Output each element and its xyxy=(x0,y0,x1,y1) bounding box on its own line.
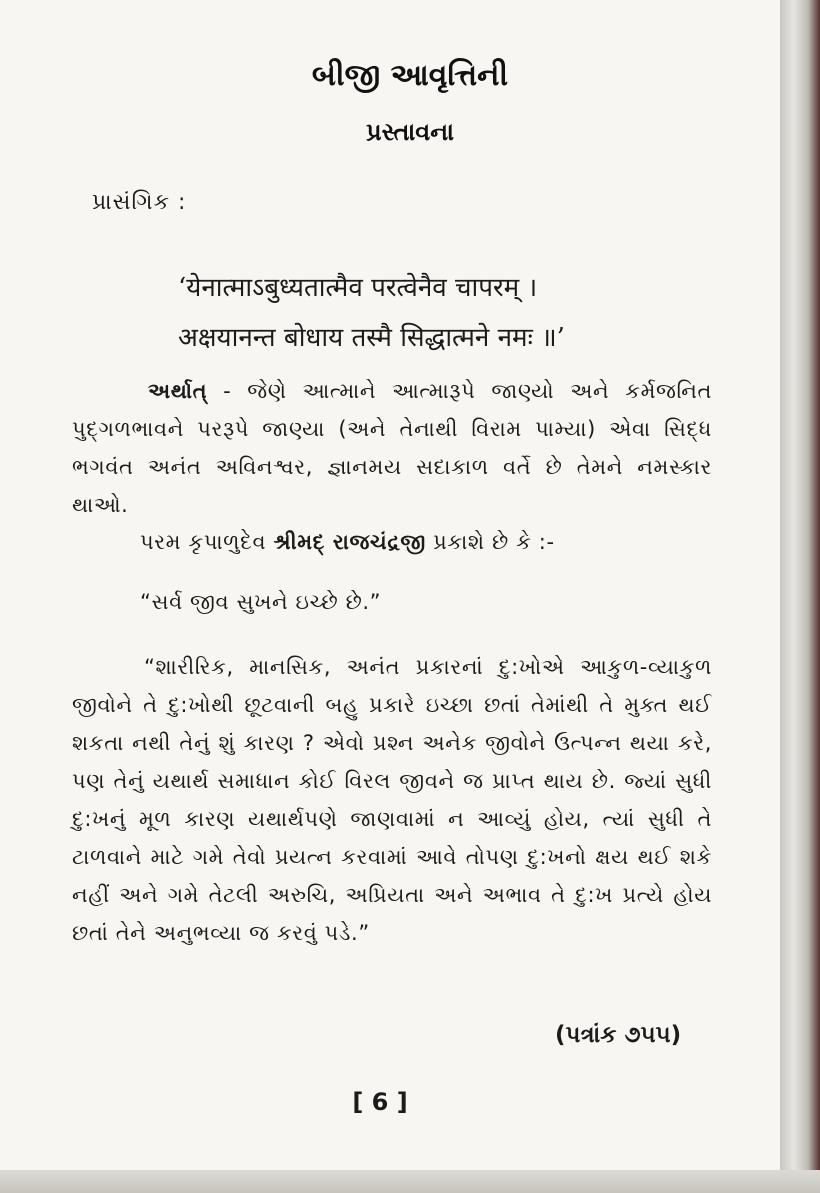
letter-reference: (પત્રાંક ૭૫૫) xyxy=(555,1022,682,1048)
quote-paragraph: “શારીરિક, માનસિક, અનંત પ્રકારનાં દુ:ખોએ આકુળ-વ્યાકુળ જીવોને તે દુ:ખોથી છૂટવાની બહુ પ્રકારે ઇચ્છા છતાં તેમાંથી તે મુક્ત થઈ શકતા નથી તેનું શું કારણ ? એવો પ્રશ્ન અનેક જીવોને ઉત્પન્ન થયા કરે, પણ તેનું યથાર્થ સમાધાન કોઈ વિરલ જીવને જ પ્રાપ્ત થાય છે. જ્યાં સુધી દુ:ખનું મૂળ કારણ યથાર્થપણે જાણવામાં ન આવ્યું હોય, ત્યાં સુધી તે ટાળવાને માટે ગમે તેવો પ્રયત્ન કરવામાં આવે તોપણ દુ:ખનો ક્ષય થઈ શકે નહીં અને ગમે તેટલી અરુચિ, અપ્રિયતા અને અભાવ તે દુ:ખ પ્રત્યે હોય છતાં તેને અનુભવ્યા જ કરવું પડે.” xyxy=(72,655,712,945)
page-number: [ 6 ] xyxy=(352,1088,408,1116)
page-title: બીજી આવૃત્તિની xyxy=(311,58,509,93)
book-spine-edge xyxy=(780,0,820,1193)
page-bottom-edge xyxy=(0,1170,820,1193)
meaning-paragraph xyxy=(72,372,712,524)
meaning-text: - જેણે આત્માને આત્મારૂપે જાણ્યો અને કર્મજનિત પુદ્ગળભાવને પરરૂપે જાણ્યા (અને તેનાથી વિરામ પામ્યા) એવા સિદ્ધ ભગવંત અનંત અવિનશ્વર, જ્ઞાનમય સદાકાળ વર્તે છે તેમને નમસ્કાર થાઓ. xyxy=(72,379,712,517)
meaning-lead: અર્થાત્ xyxy=(148,379,208,403)
quote-intro-prefix: પરમ કૃપાળુદેવ xyxy=(140,530,274,554)
quote-intro-suffix: પ્રકાશે છે કે :- xyxy=(425,530,555,554)
author-name: શ્રીમદ્ રાજચંદ્રજી xyxy=(273,530,426,554)
page-subtitle: પ્રસ્તાવના xyxy=(366,118,454,146)
verse-line-2: अक्षयानन्त बोधाय तस्मै सिद्धात्मने नमः ॥’ xyxy=(178,323,565,353)
verse-line-1: ‘येनात्माऽबुध्यतात्मैव परत्वेनैव चापरम् । xyxy=(178,273,538,303)
section-label: પ્રાસંગિક : xyxy=(92,190,187,215)
quote-short: “સર્વ જીવ સુખને ઇચ્છે છે.” xyxy=(140,590,382,614)
quote-intro xyxy=(140,530,555,555)
